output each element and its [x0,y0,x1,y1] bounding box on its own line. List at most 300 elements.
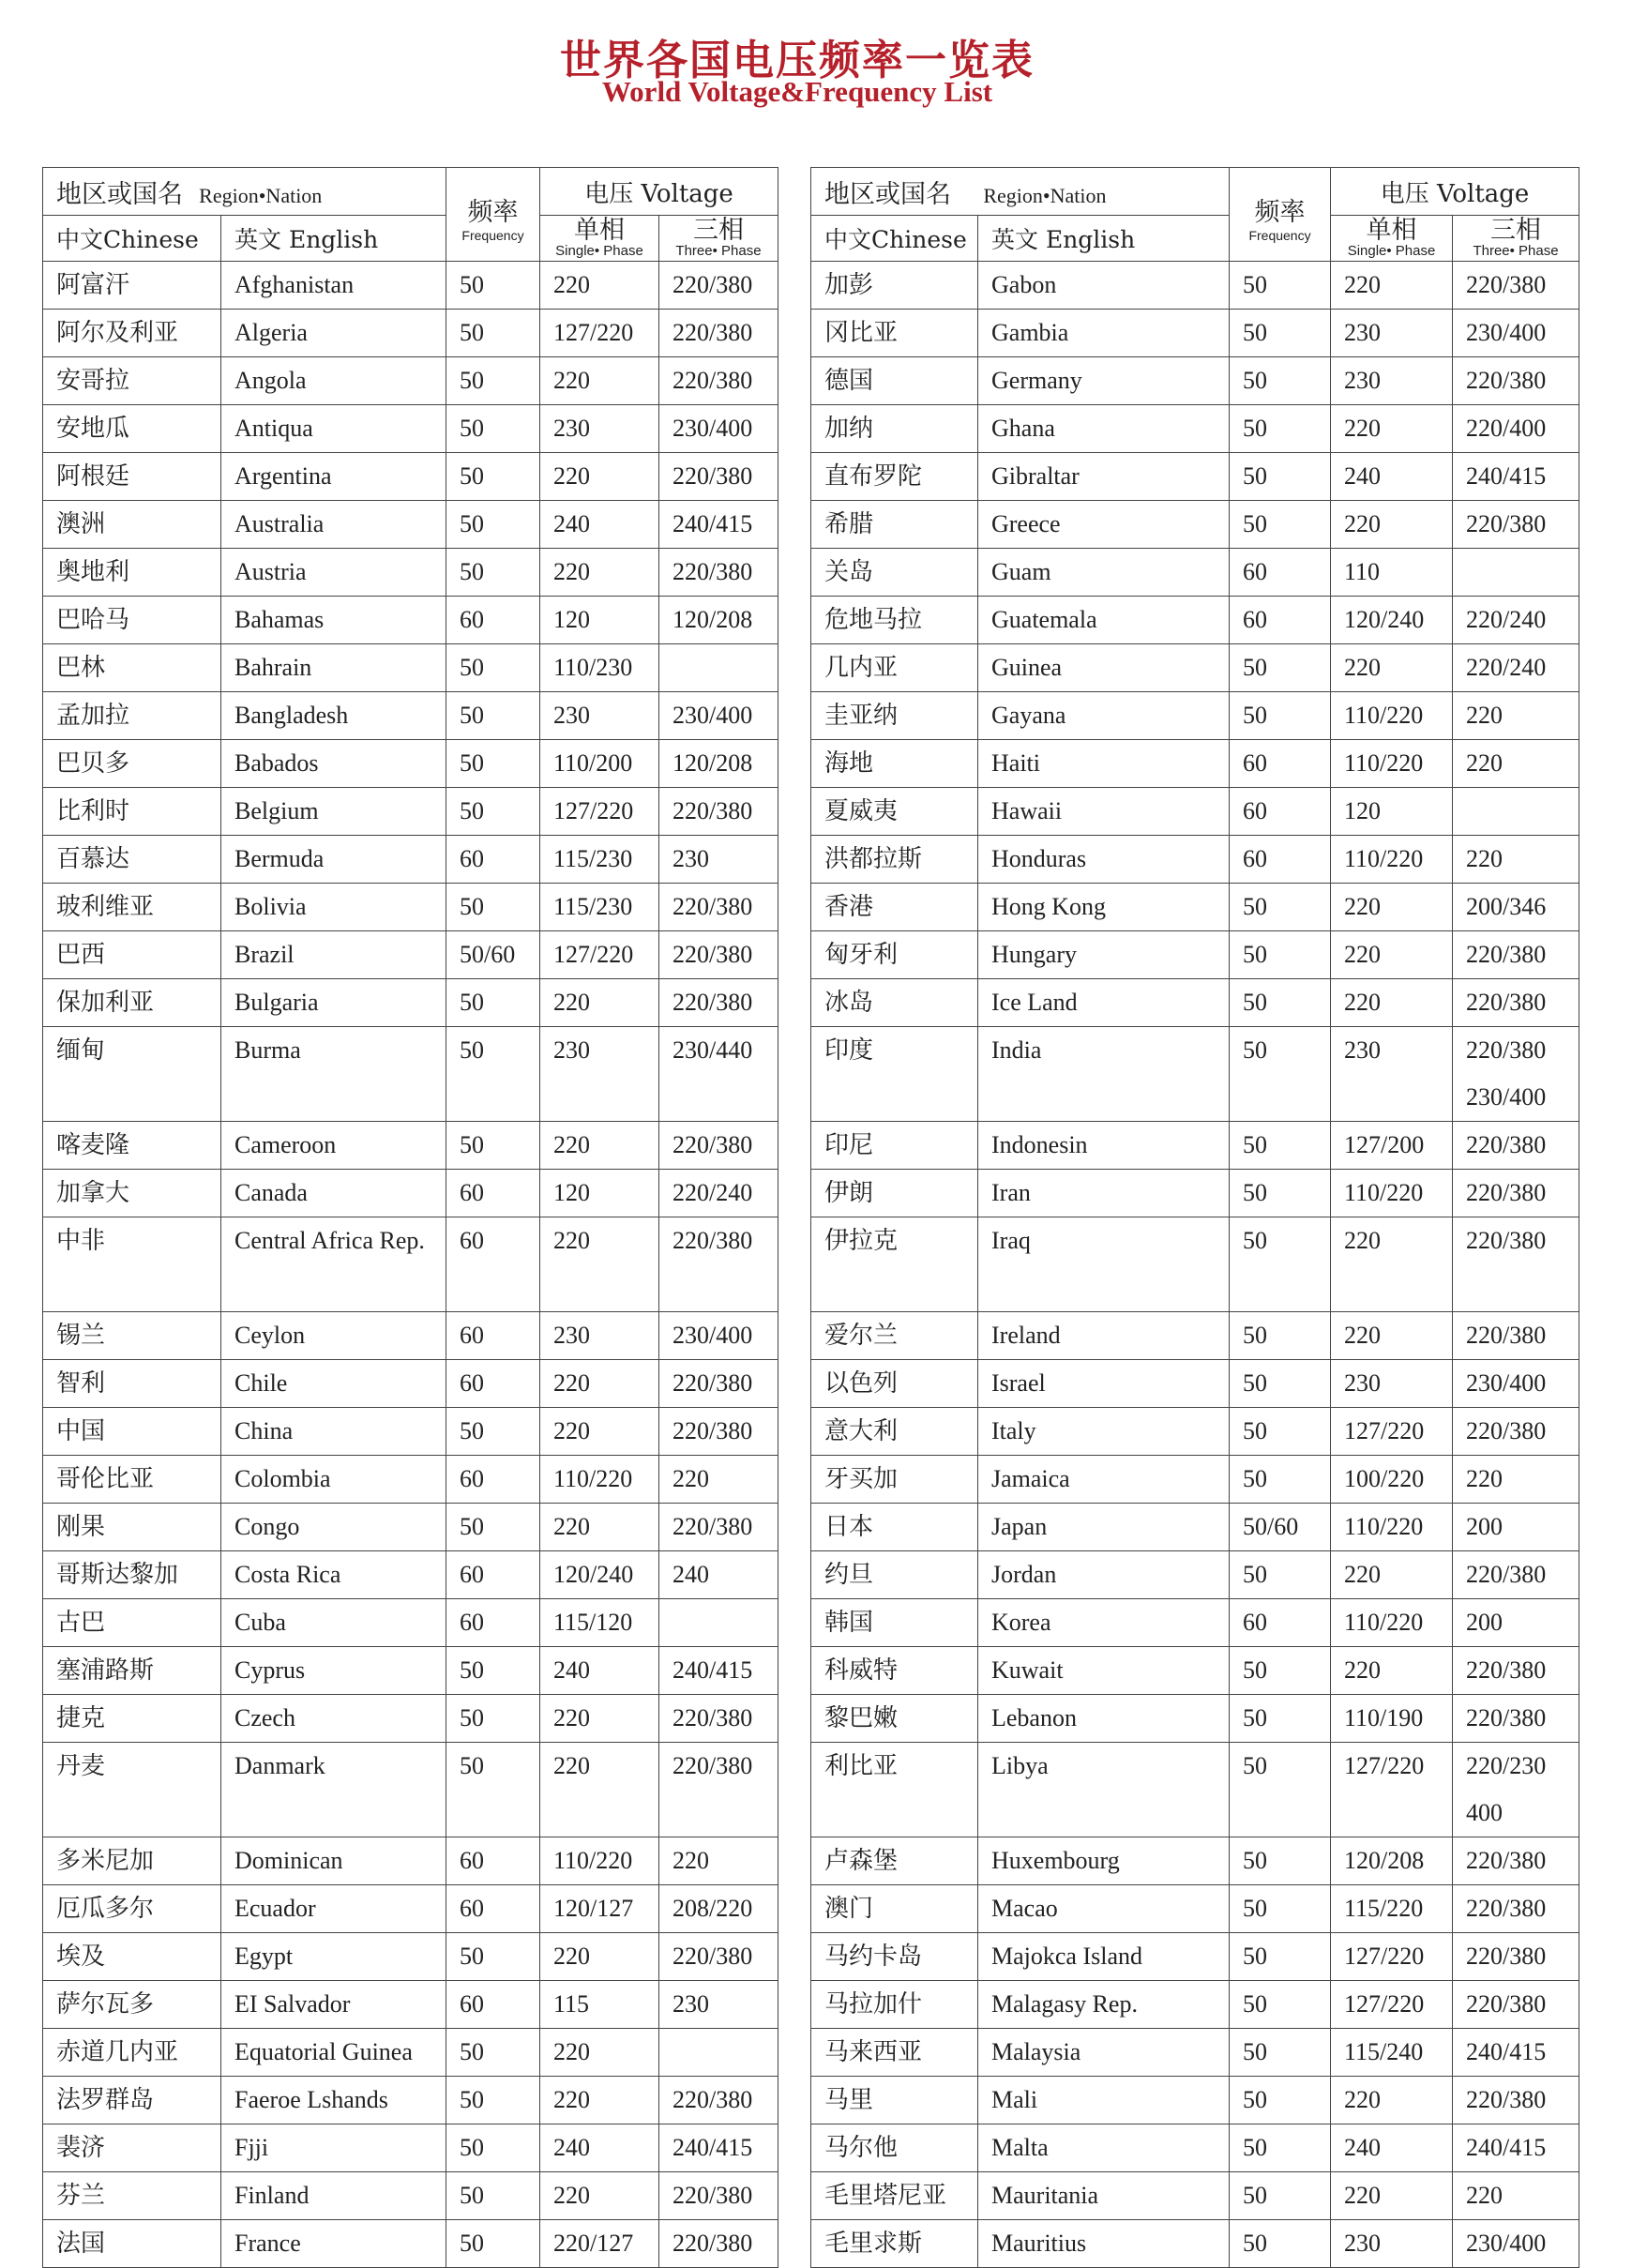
three-phase-cell: 200 [1453,1599,1579,1647]
three-phase-cell: 220/380 [659,1695,778,1743]
single-phase-cell: 120 [540,1170,659,1217]
three-phase-header [659,216,778,262]
country-english-cell: Jordan [978,1551,1230,1599]
three-phase-cell: 240/415 [659,1647,778,1695]
three-phase-header-en: Three• Phase [675,242,762,259]
single-phase-cell: 230 [540,1312,659,1360]
country-chinese-cell: 巴西 [43,931,221,979]
frequency-cell: 50 [1230,1217,1331,1312]
table-row [811,501,1579,549]
frequency-cell: 50 [446,405,540,453]
table-row [43,1312,778,1360]
table-row [811,1456,1579,1504]
table-row [43,931,778,979]
single-phase-cell: 220 [1331,1647,1453,1695]
single-phase-cell: 230 [540,1027,659,1122]
table-row [43,884,778,931]
single-phase-cell: 110/220 [1331,692,1453,740]
single-phase-cell: 127/220 [540,931,659,979]
country-english-cell: Lebanon [978,1695,1230,1743]
table-row [811,357,1579,405]
country-english-cell: Fjji [221,2124,446,2172]
english-column-header: 英文 English [221,216,446,262]
table-row [43,1885,778,1933]
single-phase-cell: 110/220 [1331,1504,1453,1551]
frequency-cell: 50 [1230,692,1331,740]
single-phase-cell: 120/240 [540,1551,659,1599]
frequency-cell: 50 [1230,2124,1331,2172]
three-phase-cell: 220/380 [659,1504,778,1551]
country-english-cell: Antiqua [221,405,446,453]
voltage-table-right [810,167,1579,2268]
country-english-cell: Guinea [978,644,1230,692]
three-phase-cell: 220/380 [659,2172,778,2220]
single-phase-cell: 220 [1331,931,1453,979]
three-phase-cell: 230/400 [659,405,778,453]
single-phase-cell: 230 [1331,357,1453,405]
three-phase-cell: 220 [1453,2172,1579,2220]
country-english-cell: Finland [221,2172,446,2220]
single-phase-cell: 120 [540,597,659,644]
three-phase-cell: 230/440 [659,1027,778,1122]
country-chinese-cell: 冈比亚 [811,310,978,357]
single-phase-cell: 220 [540,1408,659,1456]
country-chinese-cell: 中非 [43,1217,221,1312]
table-row [811,644,1579,692]
country-english-cell: Bulgaria [221,979,446,1027]
three-phase-cell: 220 [1453,740,1579,788]
country-english-cell: Afghanistan [221,262,446,310]
country-chinese-cell: 锡兰 [43,1312,221,1360]
three-phase-cell: 220/240 [1453,597,1579,644]
single-phase-cell: 115 [540,1981,659,2029]
single-phase-cell: 120/240 [1331,597,1453,644]
country-chinese-cell: 智利 [43,1360,221,1408]
country-english-cell: Equatorial Guinea [221,2029,446,2077]
voltage-header [540,168,778,216]
country-chinese-cell: 卢森堡 [811,1837,978,1885]
three-phase-cell: 220/380 230/400 [1453,1027,1579,1122]
country-english-cell: Iran [978,1170,1230,1217]
single-phase-cell: 220 [540,1695,659,1743]
table-row [43,836,778,884]
single-phase-cell: 220 [540,1504,659,1551]
country-chinese-cell: 香港 [811,884,978,931]
country-chinese-cell: 直布罗陀 [811,453,978,501]
three-phase-cell: 200 [1453,1504,1579,1551]
single-phase-cell: 127/220 [1331,1981,1453,2029]
single-phase-cell: 220 [540,1743,659,1837]
single-phase-cell: 220 [1331,1551,1453,1599]
table-row [43,644,778,692]
country-english-cell: Canada [221,1170,446,1217]
table-row [811,549,1579,597]
frequency-cell: 50 [1230,1312,1331,1360]
three-phase-cell: 220/380 [659,788,778,836]
single-phase-cell: 110/220 [1331,1170,1453,1217]
frequency-cell: 50 [446,310,540,357]
single-phase-cell: 240 [540,501,659,549]
country-english-cell: Ice Land [978,979,1230,1027]
table-row [811,1170,1579,1217]
table-row [811,1743,1579,1837]
three-phase-header-cn: 三相 [693,215,744,245]
frequency-cell: 50 [446,1743,540,1837]
table-row [811,836,1579,884]
country-english-cell: Mauritius [978,2220,1230,2268]
three-phase-cell: 220 [659,1837,778,1885]
single-phase-cell: 110/220 [1331,836,1453,884]
single-phase-cell: 240 [540,1647,659,1695]
voltage-table-left [42,167,778,2268]
country-english-cell: Guatemala [978,597,1230,644]
single-phase-cell: 220 [1331,2077,1453,2124]
frequency-header [446,168,540,262]
table-row [43,2124,778,2172]
table-row [811,1695,1579,1743]
frequency-cell: 50 [446,1933,540,1981]
frequency-cell: 50 [446,1027,540,1122]
single-phase-header-en: Single• Phase [555,242,643,259]
country-chinese-cell: 印度 [811,1027,978,1122]
voltage-header-cn: 电压 [1380,179,1429,208]
frequency-cell: 50 [1230,2172,1331,2220]
frequency-cell: 60 [1230,788,1331,836]
table-row [43,2029,778,2077]
country-english-cell: Czech [221,1695,446,1743]
frequency-cell: 60 [446,836,540,884]
country-chinese-cell: 芬兰 [43,2172,221,2220]
country-chinese-cell: 伊拉克 [811,1217,978,1312]
frequency-cell: 50 [446,692,540,740]
country-english-cell: Indonesin [978,1122,1230,1170]
table-row [43,1170,778,1217]
frequency-cell: 50 [446,979,540,1027]
three-phase-cell: 240/415 [659,2124,778,2172]
country-chinese-cell: 约旦 [811,1551,978,1599]
frequency-cell: 60 [446,1599,540,1647]
frequency-cell: 50 [1230,1170,1331,1217]
three-phase-cell: 200/346 [1453,884,1579,931]
three-phase-cell: 220/380 [659,549,778,597]
single-phase-cell: 120 [1331,788,1453,836]
country-english-cell: Danmark [221,1743,446,1837]
country-chinese-cell: 马来西亚 [811,2029,978,2077]
table-row [43,1504,778,1551]
country-chinese-cell: 几内亚 [811,644,978,692]
country-chinese-cell: 巴哈马 [43,597,221,644]
single-phase-cell: 230 [540,692,659,740]
table-row [43,357,778,405]
table-row [811,1122,1579,1170]
region-header [43,168,446,216]
country-chinese-cell: 哥伦比亚 [43,1456,221,1504]
country-english-cell: Bangladesh [221,692,446,740]
single-phase-cell: 220 [1331,501,1453,549]
english-column-header: 英文 English [978,216,1230,262]
three-phase-cell: 220/380 [1453,262,1579,310]
country-chinese-cell: 匈牙利 [811,931,978,979]
country-english-cell: India [978,1027,1230,1122]
country-english-cell: Cyprus [221,1647,446,1695]
table-row [43,1027,778,1122]
frequency-cell: 50 [1230,1981,1331,2029]
three-phase-cell: 220/380 [1453,1312,1579,1360]
single-phase-cell: 240 [1331,2124,1453,2172]
country-english-cell: Malagasy Rep. [978,1981,1230,2029]
three-phase-cell: 220/380 [659,1217,778,1312]
country-chinese-cell: 澳洲 [43,501,221,549]
country-chinese-cell: 马里 [811,2077,978,2124]
country-english-cell: EI Salvador [221,1981,446,2029]
country-english-cell: Iraq [978,1217,1230,1312]
country-english-cell: Gayana [978,692,1230,740]
country-english-cell: Gambia [978,310,1230,357]
frequency-cell: 60 [446,597,540,644]
frequency-cell: 50 [446,1504,540,1551]
frequency-cell: 50 [1230,262,1331,310]
single-phase-cell: 220 [540,1933,659,1981]
page-title-english: World Voltage&Frequency List [601,75,993,108]
frequency-cell: 50 [1230,1456,1331,1504]
country-chinese-cell: 多米尼加 [43,1837,221,1885]
three-phase-cell: 220/380 [1453,1551,1579,1599]
country-chinese-cell: 巴贝多 [43,740,221,788]
frequency-cell: 60 [446,1551,540,1599]
country-english-cell: Majokca Island [978,1933,1230,1981]
frequency-cell: 60 [446,1456,540,1504]
frequency-cell: 50 [446,1408,540,1456]
table-row [811,262,1579,310]
country-english-cell: Hungary [978,931,1230,979]
country-english-cell: Costa Rica [221,1551,446,1599]
country-chinese-cell: 赤道几内亚 [43,2029,221,2077]
country-english-cell: Ecuador [221,1885,446,1933]
three-phase-cell: 220/240 [659,1170,778,1217]
three-phase-cell: 230/400 [659,692,778,740]
single-phase-cell: 110/200 [540,740,659,788]
region-header-en: Region•Nation [983,183,1107,207]
country-chinese-cell: 希腊 [811,501,978,549]
country-english-cell: Ceylon [221,1312,446,1360]
country-chinese-cell: 危地马拉 [811,597,978,644]
frequency-cell: 50 [446,453,540,501]
three-phase-cell [1453,549,1579,597]
single-phase-cell: 110/220 [540,1837,659,1885]
frequency-cell: 60 [446,1837,540,1885]
country-english-cell: Australia [221,501,446,549]
three-phase-cell: 220/380 [659,1743,778,1837]
country-chinese-cell: 孟加拉 [43,692,221,740]
table-row [811,2172,1579,2220]
country-english-cell: Gabon [978,262,1230,310]
three-phase-cell [1453,788,1579,836]
country-chinese-cell: 玻利维亚 [43,884,221,931]
frequency-cell: 60 [1230,597,1331,644]
frequency-cell: 50 [1230,453,1331,501]
table-row [43,1408,778,1456]
three-phase-cell: 220/380 [1453,1217,1579,1312]
country-english-cell: Bahamas [221,597,446,644]
frequency-cell: 50 [446,549,540,597]
three-phase-cell: 220/380 [1453,1408,1579,1456]
single-phase-cell: 115/120 [540,1599,659,1647]
three-phase-cell: 220/380 [659,2220,778,2268]
single-phase-cell: 115/230 [540,836,659,884]
frequency-cell: 50 [446,2220,540,2268]
frequency-header-en: Frequency [1248,228,1311,243]
region-header-cn: 地区或国名 [824,179,951,209]
country-english-cell: Bermuda [221,836,446,884]
single-phase-header-cn: 单相 [1366,215,1417,245]
country-chinese-cell: 牙买加 [811,1456,978,1504]
table-row [811,310,1579,357]
country-english-cell: Brazil [221,931,446,979]
frequency-cell: 60 [446,1885,540,1933]
frequency-cell: 50/60 [446,931,540,979]
right-table-body [811,262,1579,2268]
country-chinese-cell: 澳门 [811,1885,978,1933]
country-chinese-cell: 中国 [43,1408,221,1456]
three-phase-cell: 220/380 [1453,357,1579,405]
country-chinese-cell: 利比亚 [811,1743,978,1837]
single-phase-cell: 127/200 [1331,1122,1453,1170]
frequency-cell: 60 [446,1170,540,1217]
table-row [43,1981,778,2029]
country-english-cell: Cameroon [221,1122,446,1170]
frequency-cell: 50 [1230,979,1331,1027]
frequency-header-en: Frequency [461,228,524,243]
country-chinese-cell: 圭亚纳 [811,692,978,740]
country-english-cell: Egypt [221,1933,446,1981]
table-row [811,1312,1579,1360]
voltage-header-en: Voltage [1436,179,1530,208]
country-chinese-cell: 韩国 [811,1599,978,1647]
single-phase-cell: 115/230 [540,884,659,931]
single-phase-cell: 120/208 [1331,1837,1453,1885]
three-phase-cell [659,644,778,692]
country-english-cell: Libya [978,1743,1230,1837]
table-row [811,1599,1579,1647]
table-row [811,740,1579,788]
country-chinese-cell: 爱尔兰 [811,1312,978,1360]
single-phase-cell: 220 [540,453,659,501]
chinese-column-header: 中文Chinese [811,216,978,262]
frequency-cell: 50 [1230,501,1331,549]
table-row [811,931,1579,979]
frequency-cell: 60 [446,1312,540,1360]
single-phase-cell: 127/220 [540,788,659,836]
frequency-cell: 50 [1230,1647,1331,1695]
country-chinese-cell: 毛里塔尼亚 [811,2172,978,2220]
table-row [811,1027,1579,1122]
single-phase-cell: 220 [540,2029,659,2077]
frequency-cell: 50 [1230,1743,1331,1837]
country-english-cell: Honduras [978,836,1230,884]
country-chinese-cell: 日本 [811,1504,978,1551]
country-english-cell: Gibraltar [978,453,1230,501]
country-english-cell: Israel [978,1360,1230,1408]
three-phase-cell: 220/380 [1453,1885,1579,1933]
frequency-cell: 50 [446,501,540,549]
table-row [43,405,778,453]
country-english-cell: France [221,2220,446,2268]
single-phase-cell: 220 [1331,262,1453,310]
frequency-cell: 50 [1230,1551,1331,1599]
region-header-en: Region•Nation [199,183,323,207]
country-english-cell: Argentina [221,453,446,501]
single-phase-header-en: Single• Phase [1347,242,1436,259]
single-phase-cell: 127/220 [540,310,659,357]
country-chinese-cell: 黎巴嫩 [811,1695,978,1743]
table-row [43,1122,778,1170]
country-chinese-cell: 保加利亚 [43,979,221,1027]
single-phase-cell: 220 [1331,405,1453,453]
voltage-header-en: Voltage [641,179,733,208]
frequency-cell: 50 [1230,1360,1331,1408]
country-chinese-cell: 哥斯达黎加 [43,1551,221,1599]
frequency-header-cn: 频率 [467,198,519,227]
country-chinese-cell: 法罗群岛 [43,2077,221,2124]
frequency-cell: 50 [446,644,540,692]
page-title-chinese: 世界各国电压频率一览表 [560,37,1035,84]
country-english-cell: Central Africa Rep. [221,1217,446,1312]
frequency-cell: 60 [1230,740,1331,788]
country-chinese-cell: 喀麦隆 [43,1122,221,1170]
three-phase-cell: 220/240 [1453,644,1579,692]
country-english-cell: Hawaii [978,788,1230,836]
country-english-cell: Greece [978,501,1230,549]
single-phase-cell: 220 [540,979,659,1027]
frequency-cell: 50 [1230,931,1331,979]
table-row [811,1647,1579,1695]
single-phase-cell: 220 [1331,979,1453,1027]
single-phase-cell: 220 [1331,2172,1453,2220]
frequency-cell: 50 [1230,1027,1331,1122]
table-row [811,2220,1579,2268]
table-row [43,1647,778,1695]
country-chinese-cell: 捷克 [43,1695,221,1743]
table-row [43,1933,778,1981]
country-english-cell: Macao [978,1885,1230,1933]
table-row [43,501,778,549]
left-table-body [43,262,778,2268]
country-english-cell: Colombia [221,1456,446,1504]
three-phase-cell: 230 [659,836,778,884]
table-row [43,692,778,740]
three-phase-cell: 120/208 [659,740,778,788]
table-row [811,1504,1579,1551]
country-english-cell: Malaysia [978,2029,1230,2077]
frequency-cell: 60 [1230,549,1331,597]
frequency-cell: 50 [1230,2077,1331,2124]
single-phase-cell: 240 [1331,453,1453,501]
single-phase-cell: 220 [540,262,659,310]
three-phase-cell: 220/380 [1453,2077,1579,2124]
country-chinese-cell: 马尔他 [811,2124,978,2172]
country-chinese-cell: 德国 [811,357,978,405]
country-chinese-cell: 安哥拉 [43,357,221,405]
country-english-cell: Babados [221,740,446,788]
frequency-cell: 50 [1230,1408,1331,1456]
three-phase-cell: 220/380 [659,884,778,931]
table-row [811,1933,1579,1981]
three-phase-cell: 220/380 [1453,1933,1579,1981]
frequency-cell: 60 [446,1217,540,1312]
country-chinese-cell: 塞浦路斯 [43,1647,221,1695]
single-phase-cell: 110/190 [1331,1695,1453,1743]
frequency-cell: 50 [446,2172,540,2220]
